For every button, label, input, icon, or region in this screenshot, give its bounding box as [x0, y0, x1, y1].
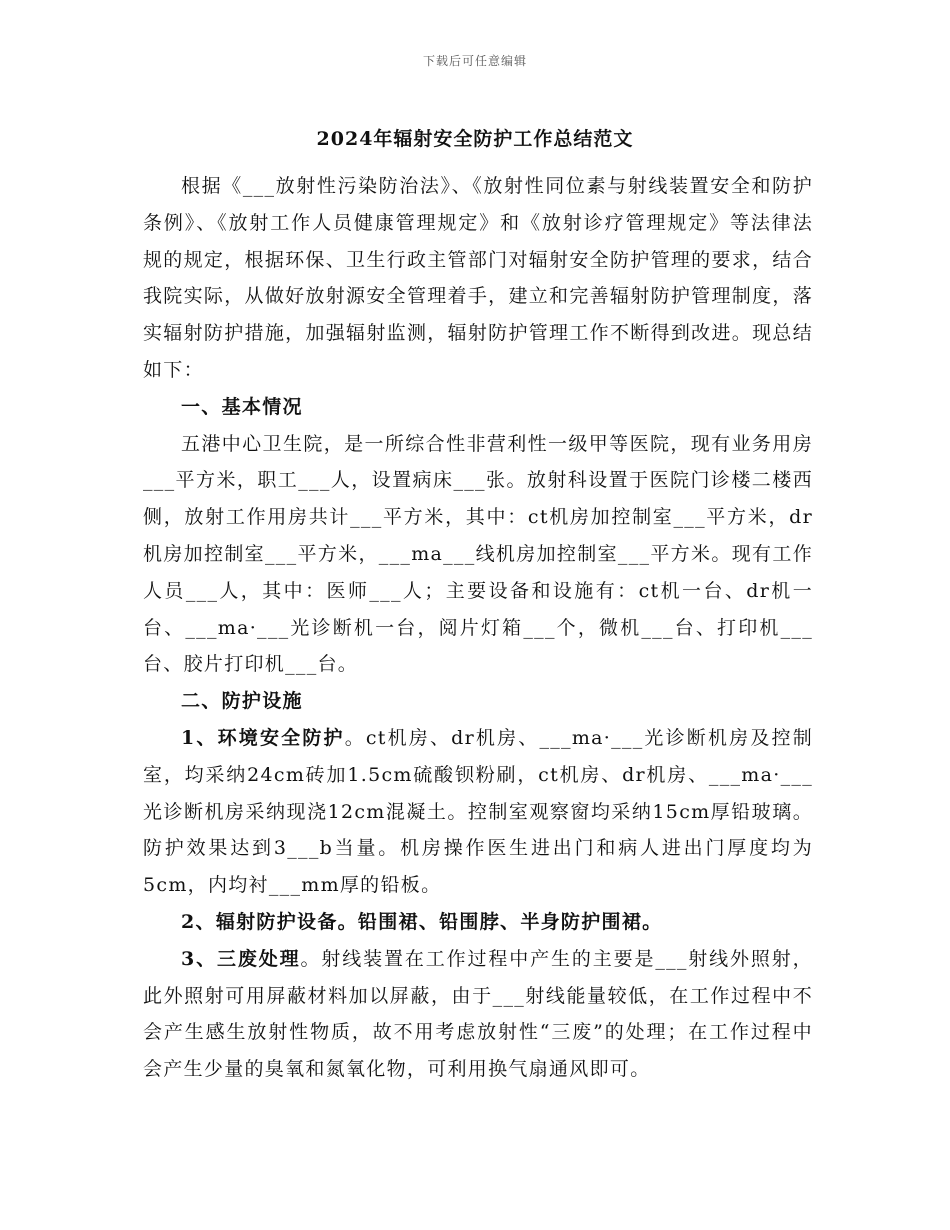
waste-treatment-paragraph [143, 941, 813, 1088]
environment-protection-paragraph [143, 720, 813, 904]
waste-treatment-lead: 3、三废处理 [181, 947, 301, 970]
page-header-note: 下载后可任意编辑 [422, 54, 527, 68]
section-heading-basic: 一、基本情况 [181, 395, 303, 418]
environment-protection-text: 。ct机房、dr机房、___ma·___光诊断机房及控制室，均采纳24cm砖加1.5cm硫酸钡粉刷，ct机房、dr机房、___ma·___光诊断机房采纳现浇12cm混凝土。控制室观察窗均采纳15cm厚铅玻璃。防护效果达到3___b当量。机房操作医生进出门和病人进出门厚度均为5cm，内均衬___mm厚的铅板。 [143, 726, 813, 897]
environment-protection-lead: 1、环境安全防护 [181, 726, 345, 749]
document-body [143, 168, 813, 1088]
basic-info-paragraph: 五港中心卫生院，是一所综合性非营利性一级甲等医院，现有业务用房___平方米，职工___人，设置病床___张。放射科设置于医院门诊楼二楼西侧，放射工作用房共计___平方米，其中：ct机房加控制室___平方米，dr机房加控制室___平方米，___ma___线机房加控制室___平方米。现有工作人员___人，其中：医师___人；主要设备和设施有：ct机一台、dr机一台、___ma·___光诊断机一台，阅片灯箱___个，微机___台、打印机___台、胶片打印机___台。 [143, 432, 813, 676]
document-title: 2024年辐射安全防护工作总结范文 [316, 128, 634, 150]
protection-equipment-paragraph: 2、辐射防护设备。铅围裙、铅围脖、半身防护围裙。 [181, 910, 663, 933]
waste-treatment-text: 。射线装置在工作过程中产生的主要是___射线外照射，此外照射可用屏蔽材料加以屏蔽，由于___射线能量较低，在工作过程中不会产生感生放射性物质，故不用考虑放射性“三废”的处理；在工作过程中会产生少量的臭氧和氮氧化物，可利用换气扇通风即可。 [143, 947, 813, 1081]
intro-paragraph: 根据《___放射性污染防治法》、《放射性同位素与射线装置安全和防护条例》、《放射工作人员健康管理规定》和《放射诊疗管理规定》等法律法规的规定，根据环保、卫生行政主管部门对辐射安全防护管理的要求，结合我院实际，从做好放射源安全管理着手，建立和完善辐射防护管理制度，落实辐射防护措施，加强辐射监测，辐射防护管理工作不断得到改进。现总结如下： [143, 175, 813, 381]
section-heading-protection: 二、防护设施 [181, 690, 303, 713]
